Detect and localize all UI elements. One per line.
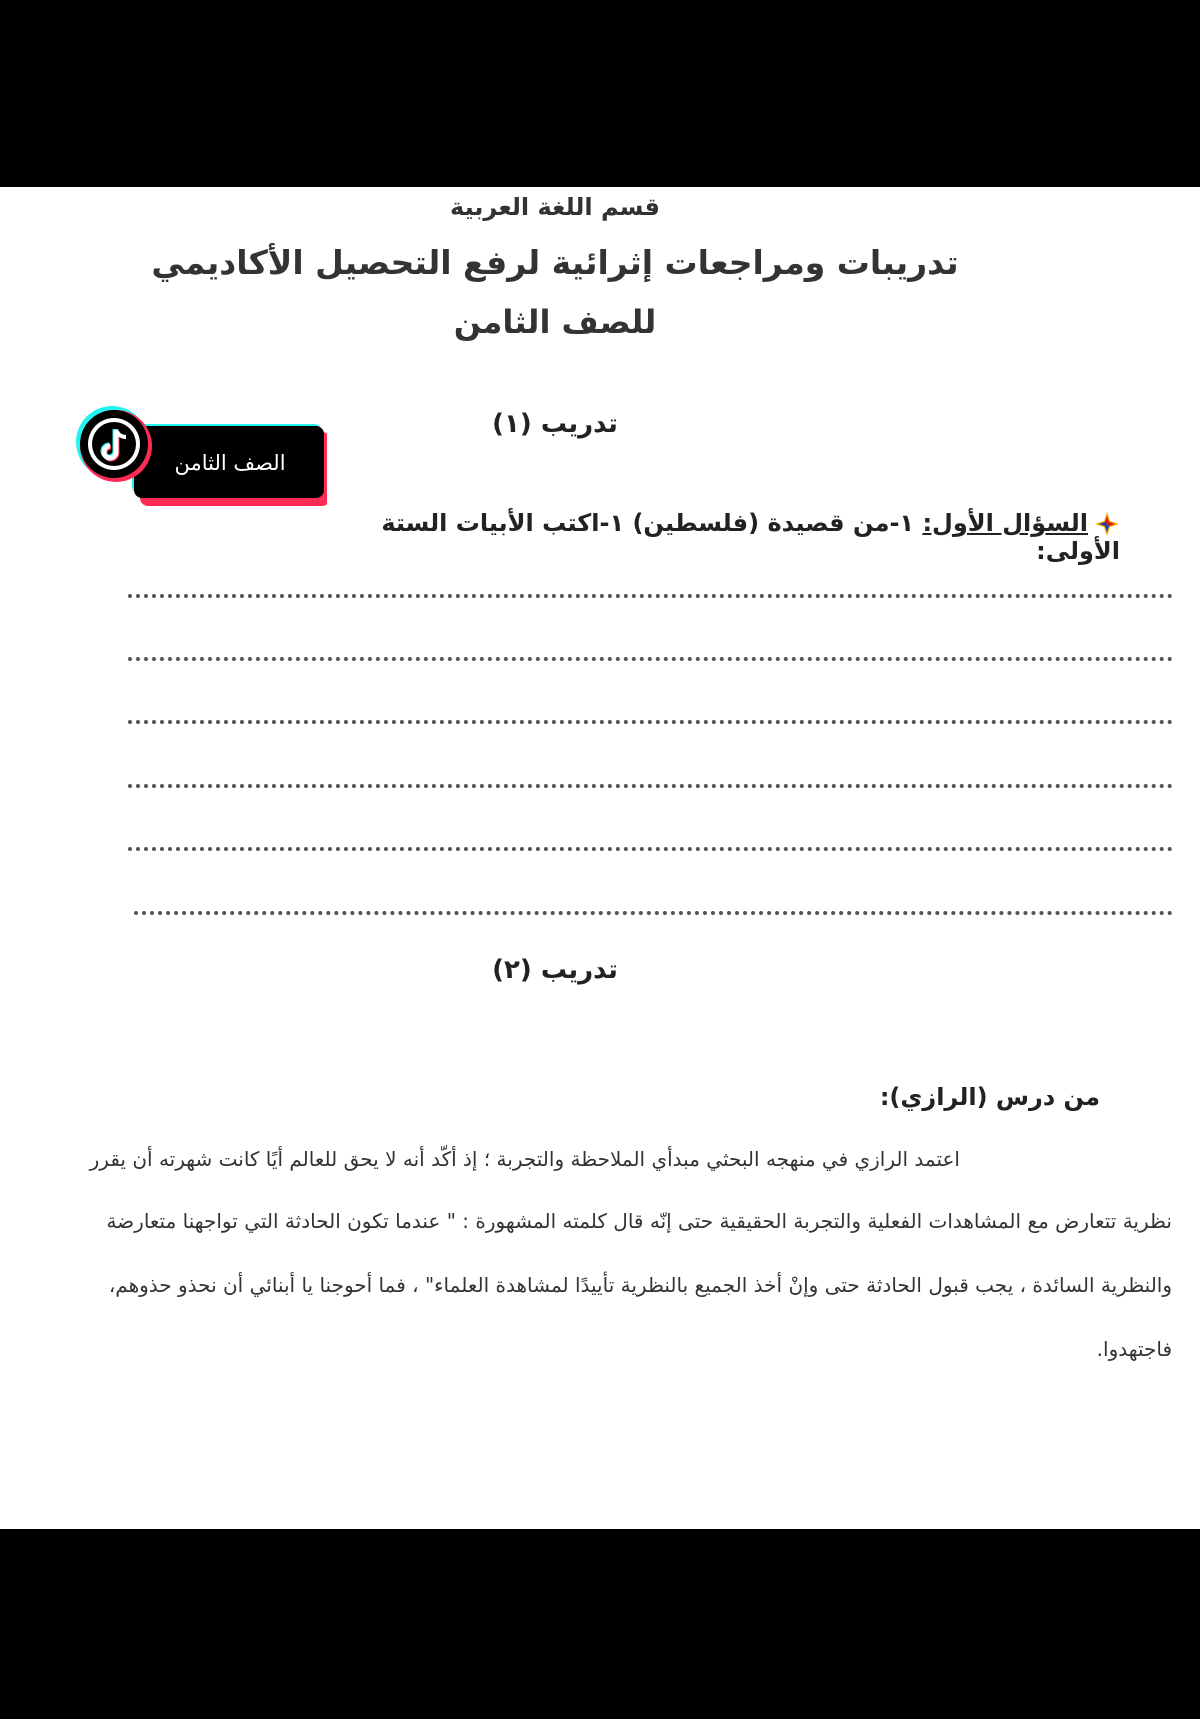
- answer-line: [128, 784, 1173, 788]
- top-black-bar: [0, 0, 1200, 187]
- grade-heading: للصف الثامن: [453, 303, 657, 341]
- exercise-1-heading: تدريب (١): [492, 409, 618, 439]
- answer-line: [128, 720, 1173, 724]
- page-title: تدريبات ومراجعات إثرائية لرفع التحصيل الأكاديمي: [151, 243, 959, 282]
- paragraph-line: اعتمد الرازي في منهجه البحثي مبدأي الملاحظة والتجربة ؛ إذ أكّد أنه لا يحق للعالم أيًا كانت شهرته أن يقرر: [89, 1147, 960, 1171]
- paragraph-line: والنظرية السائدة ، يجب قبول الحادثة حتى وإنْ أخذ الجميع بالنظرية تأييدًا لمشاهدة العلماء" ، فما أحوجنا يا أبنائي أن نحذو حذوهم،: [108, 1273, 1172, 1297]
- department-heading: قسم اللغة العربية: [450, 193, 660, 221]
- lesson-title: من درس (الرازي):: [879, 1083, 1100, 1111]
- question-1: [360, 509, 1120, 565]
- paragraph-line: فاجتهدوا.: [1096, 1337, 1172, 1361]
- badge-label: الصف الثامن: [174, 451, 286, 475]
- bottom-black-bar: [0, 1529, 1200, 1719]
- question-text: ١-من قصيدة (فلسطين) ١-اكتب الأبيات الستة الأولى:: [381, 509, 1120, 565]
- answer-line: [128, 657, 1173, 661]
- document-page: [0, 187, 1200, 1529]
- paragraph-line: نظرية تتعارض مع المشاهدات الفعلية والتجربة الحقيقية حتى إنّه قال كلمته المشهورة : " عندما تكون الحادثة التي تواجهنا متعارضة: [106, 1209, 1172, 1233]
- answer-line: [128, 847, 1173, 851]
- answer-line: [134, 911, 1173, 915]
- exercise-2-heading: تدريب (٢): [492, 955, 618, 985]
- bullet-star-icon: [1094, 511, 1120, 537]
- question-label: السؤال الأول:: [922, 509, 1088, 537]
- answer-line: [128, 594, 1173, 598]
